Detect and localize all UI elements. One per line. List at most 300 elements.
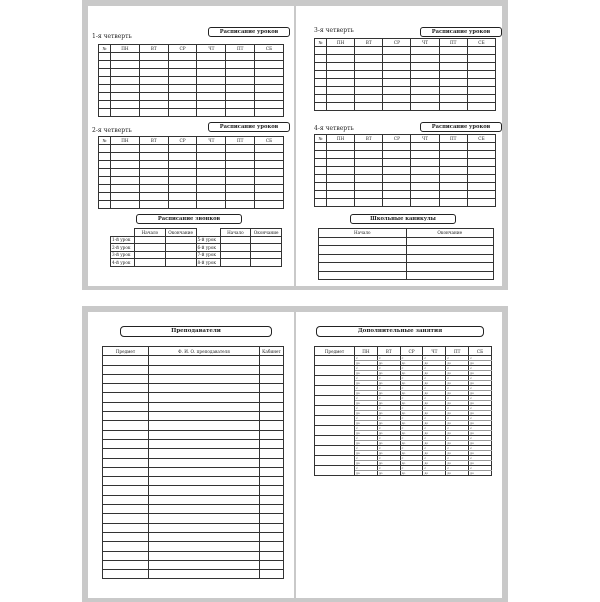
table-cell[interactable] (111, 153, 140, 161)
table-cell[interactable] (226, 53, 255, 61)
time-cell[interactable]: с (355, 356, 378, 361)
table-cell[interactable] (355, 167, 383, 175)
table-cell[interactable] (111, 201, 140, 209)
time-cell[interactable]: с (469, 416, 492, 421)
table-cell[interactable] (327, 191, 355, 199)
time-cell[interactable]: с (469, 426, 492, 431)
table-cell[interactable] (149, 449, 260, 458)
table-cell[interactable] (149, 514, 260, 523)
table-cell[interactable] (315, 191, 327, 199)
time-cell[interactable]: до (423, 401, 446, 406)
table-cell[interactable] (327, 47, 355, 55)
time-cell[interactable]: с (377, 416, 400, 421)
table-cell[interactable] (467, 143, 495, 151)
table-cell[interactable] (255, 101, 284, 109)
table-cell[interactable] (355, 47, 383, 55)
table-cell[interactable] (319, 246, 407, 255)
table-cell[interactable] (99, 169, 111, 177)
table-cell[interactable] (260, 505, 284, 514)
table-cell[interactable] (255, 161, 284, 169)
table-cell[interactable] (383, 103, 411, 111)
table-cell[interactable] (439, 159, 467, 167)
time-cell[interactable]: с (400, 396, 423, 401)
time-cell[interactable]: с (377, 456, 400, 461)
time-cell[interactable]: с (423, 416, 446, 421)
table-cell[interactable] (315, 199, 327, 207)
time-cell[interactable]: до (446, 471, 469, 476)
table-cell[interactable] (260, 532, 284, 541)
table-cell[interactable] (111, 93, 140, 101)
table-cell[interactable] (139, 185, 168, 193)
time-cell[interactable]: до (400, 411, 423, 416)
table-cell[interactable] (149, 384, 260, 393)
time-cell[interactable]: с (377, 446, 400, 451)
table-cell[interactable] (411, 55, 439, 63)
table-cell[interactable] (260, 514, 284, 523)
table-cell[interactable] (111, 161, 140, 169)
table-cell[interactable] (99, 177, 111, 185)
time-cell[interactable]: с (423, 436, 446, 441)
time-cell[interactable]: с (400, 446, 423, 451)
time-cell[interactable]: до (355, 431, 378, 436)
time-cell[interactable]: с (469, 466, 492, 471)
table-cell[interactable] (99, 193, 111, 201)
time-cell[interactable]: с (423, 366, 446, 371)
table-cell[interactable] (383, 183, 411, 191)
table-cell[interactable] (411, 183, 439, 191)
table-cell[interactable] (327, 175, 355, 183)
time-cell[interactable]: с (446, 416, 469, 421)
table-cell[interactable] (168, 161, 197, 169)
table-cell[interactable] (139, 161, 168, 169)
table-cell[interactable] (111, 185, 140, 193)
table-cell[interactable] (260, 384, 284, 393)
table-cell[interactable] (103, 412, 149, 421)
time-cell[interactable]: с (446, 446, 469, 451)
table-cell[interactable] (103, 570, 149, 579)
time-cell[interactable]: до (446, 451, 469, 456)
table-cell[interactable] (103, 486, 149, 495)
table-cell[interactable] (226, 101, 255, 109)
table-cell[interactable] (411, 151, 439, 159)
table-cell[interactable] (99, 201, 111, 209)
table-cell[interactable] (255, 61, 284, 69)
time-cell[interactable]: до (469, 431, 492, 436)
time-cell[interactable]: до (377, 471, 400, 476)
table-cell[interactable] (467, 199, 495, 207)
table-cell[interactable] (355, 71, 383, 79)
table-cell[interactable] (383, 55, 411, 63)
table-cell[interactable] (139, 61, 168, 69)
time-cell[interactable]: до (446, 441, 469, 446)
table-cell[interactable] (168, 185, 197, 193)
table-cell[interactable] (226, 201, 255, 209)
time-cell[interactable]: до (423, 431, 446, 436)
table-cell[interactable] (315, 87, 327, 95)
time-cell[interactable]: до (446, 361, 469, 366)
table-cell[interactable] (111, 169, 140, 177)
table-cell[interactable] (327, 167, 355, 175)
time-cell[interactable]: с (400, 386, 423, 391)
table-cell[interactable] (139, 169, 168, 177)
time-cell[interactable]: с (400, 436, 423, 441)
time-cell[interactable]: с (446, 366, 469, 371)
table-cell[interactable] (197, 85, 226, 93)
table-cell[interactable] (103, 560, 149, 569)
table-cell[interactable] (197, 201, 226, 209)
table-cell[interactable] (99, 101, 111, 109)
table-cell[interactable] (411, 71, 439, 79)
table-cell[interactable] (197, 93, 226, 101)
time-cell[interactable]: с (469, 436, 492, 441)
table-cell[interactable] (103, 449, 149, 458)
table-cell[interactable] (103, 439, 149, 448)
table-cell[interactable] (327, 143, 355, 151)
table-cell[interactable] (103, 542, 149, 551)
time-cell[interactable]: с (355, 466, 378, 471)
table-cell[interactable] (467, 87, 495, 95)
table-cell[interactable] (406, 237, 494, 246)
table-cell[interactable] (197, 61, 226, 69)
table-cell[interactable] (226, 145, 255, 153)
table-cell[interactable] (327, 95, 355, 103)
table-cell[interactable] (197, 69, 226, 77)
table-cell[interactable] (355, 87, 383, 95)
time-cell[interactable]: до (423, 361, 446, 366)
table-cell[interactable] (327, 199, 355, 207)
table-cell[interactable] (355, 151, 383, 159)
table-cell[interactable] (255, 193, 284, 201)
table-cell[interactable] (99, 53, 111, 61)
table-cell[interactable] (139, 85, 168, 93)
table-cell[interactable] (355, 103, 383, 111)
table-cell[interactable] (197, 153, 226, 161)
time-cell[interactable]: с (355, 456, 378, 461)
time-cell[interactable]: с (355, 436, 378, 441)
table-cell[interactable] (197, 177, 226, 185)
table-cell[interactable] (260, 412, 284, 421)
table-cell[interactable] (197, 169, 226, 177)
time-cell[interactable]: с (355, 416, 378, 421)
table-cell[interactable] (111, 193, 140, 201)
table-cell[interactable] (439, 167, 467, 175)
table-cell[interactable] (149, 495, 260, 504)
table-cell[interactable] (439, 95, 467, 103)
table-cell[interactable] (103, 458, 149, 467)
table-cell[interactable] (149, 439, 260, 448)
time-cell[interactable]: до (446, 401, 469, 406)
table-cell[interactable] (467, 103, 495, 111)
time-cell[interactable]: с (377, 436, 400, 441)
table-cell[interactable] (439, 79, 467, 87)
table-cell[interactable] (439, 87, 467, 95)
table-cell[interactable] (149, 477, 260, 486)
time-cell[interactable]: до (423, 371, 446, 376)
time-cell[interactable]: с (355, 366, 378, 371)
table-cell[interactable] (355, 183, 383, 191)
table-cell[interactable] (439, 151, 467, 159)
table-cell[interactable] (439, 175, 467, 183)
table-cell[interactable] (99, 153, 111, 161)
time-cell[interactable]: до (423, 461, 446, 466)
table-cell[interactable] (260, 495, 284, 504)
time-cell[interactable]: с (400, 466, 423, 471)
table-cell[interactable] (149, 551, 260, 560)
table-cell[interactable] (255, 69, 284, 77)
table-cell[interactable] (411, 87, 439, 95)
time-cell[interactable]: до (423, 411, 446, 416)
table-cell[interactable] (149, 532, 260, 541)
table-cell[interactable] (111, 101, 140, 109)
table-cell[interactable] (260, 523, 284, 532)
table-cell[interactable] (467, 167, 495, 175)
table-cell[interactable] (411, 63, 439, 71)
time-cell[interactable]: с (377, 396, 400, 401)
table-cell[interactable] (149, 486, 260, 495)
time-cell[interactable]: с (423, 406, 446, 411)
table-cell[interactable] (149, 542, 260, 551)
table-cell[interactable] (255, 169, 284, 177)
time-cell[interactable]: до (355, 451, 378, 456)
table-cell[interactable] (260, 570, 284, 579)
time-cell[interactable]: до (377, 361, 400, 366)
table-cell[interactable] (383, 191, 411, 199)
table-cell[interactable] (111, 109, 140, 117)
time-cell[interactable]: до (446, 421, 469, 426)
table-cell[interactable] (327, 79, 355, 87)
table-cell[interactable] (226, 85, 255, 93)
table-cell[interactable] (168, 193, 197, 201)
table-cell[interactable] (319, 237, 407, 246)
table-cell[interactable] (255, 153, 284, 161)
table-cell[interactable] (168, 61, 197, 69)
table-cell[interactable] (149, 570, 260, 579)
table-cell[interactable] (103, 365, 149, 374)
table-cell[interactable] (139, 101, 168, 109)
time-cell[interactable]: до (355, 471, 378, 476)
table-cell[interactable] (139, 153, 168, 161)
time-cell[interactable]: с (446, 436, 469, 441)
table-cell[interactable] (355, 143, 383, 151)
table-cell[interactable] (327, 55, 355, 63)
table-cell[interactable] (255, 145, 284, 153)
table-cell[interactable] (383, 79, 411, 87)
time-cell[interactable]: с (377, 366, 400, 371)
table-cell[interactable] (99, 109, 111, 117)
table-cell[interactable] (467, 175, 495, 183)
table-cell[interactable] (467, 159, 495, 167)
time-cell[interactable]: с (469, 386, 492, 391)
subject-cell[interactable] (315, 471, 355, 476)
time-cell[interactable]: с (355, 386, 378, 391)
table-cell[interactable] (406, 271, 494, 280)
time-cell[interactable]: до (469, 451, 492, 456)
table-cell[interactable] (168, 153, 197, 161)
table-cell[interactable] (226, 177, 255, 185)
time-cell[interactable]: до (400, 441, 423, 446)
table-cell[interactable] (467, 191, 495, 199)
time-cell[interactable]: до (355, 361, 378, 366)
time-cell[interactable]: до (400, 371, 423, 376)
time-cell[interactable]: до (469, 441, 492, 446)
time-cell[interactable]: с (446, 376, 469, 381)
table-cell[interactable] (411, 79, 439, 87)
table-cell[interactable] (467, 63, 495, 71)
time-cell[interactable]: до (400, 391, 423, 396)
table-cell[interactable] (139, 77, 168, 85)
table-cell[interactable] (260, 393, 284, 402)
table-cell[interactable] (168, 53, 197, 61)
table-cell[interactable] (355, 159, 383, 167)
table-cell[interactable] (168, 201, 197, 209)
time-cell[interactable]: с (423, 456, 446, 461)
table-cell[interactable] (226, 185, 255, 193)
time-cell[interactable]: с (446, 456, 469, 461)
table-cell[interactable] (315, 143, 327, 151)
table-cell[interactable] (315, 55, 327, 63)
time-cell[interactable]: с (400, 456, 423, 461)
table-cell[interactable] (383, 47, 411, 55)
table-cell[interactable] (260, 439, 284, 448)
table-cell[interactable] (355, 63, 383, 71)
table-cell[interactable] (411, 143, 439, 151)
table-cell[interactable] (260, 430, 284, 439)
table-cell[interactable] (260, 458, 284, 467)
time-cell[interactable]: до (469, 421, 492, 426)
table-cell[interactable] (383, 199, 411, 207)
time-cell[interactable]: до (400, 401, 423, 406)
table-cell[interactable] (255, 185, 284, 193)
time-cell[interactable]: до (423, 441, 446, 446)
table-cell[interactable] (197, 53, 226, 61)
time-cell[interactable]: до (355, 441, 378, 446)
table-cell[interactable] (103, 505, 149, 514)
table-cell[interactable] (168, 109, 197, 117)
table-cell[interactable] (383, 151, 411, 159)
table-cell[interactable] (103, 421, 149, 430)
table-cell[interactable] (226, 61, 255, 69)
table-cell[interactable] (103, 514, 149, 523)
time-cell[interactable]: с (355, 396, 378, 401)
table-cell[interactable] (467, 71, 495, 79)
table-cell[interactable] (139, 201, 168, 209)
time-cell[interactable]: до (446, 431, 469, 436)
table-cell[interactable] (260, 486, 284, 495)
table-cell[interactable] (139, 177, 168, 185)
table-cell[interactable] (226, 161, 255, 169)
table-cell[interactable] (226, 69, 255, 77)
time-cell[interactable]: с (423, 446, 446, 451)
table-cell[interactable] (467, 79, 495, 87)
table-cell[interactable] (111, 61, 140, 69)
table-cell[interactable] (149, 393, 260, 402)
time-cell[interactable]: до (377, 381, 400, 386)
time-cell[interactable]: с (377, 406, 400, 411)
table-cell[interactable] (315, 167, 327, 175)
table-cell[interactable] (439, 191, 467, 199)
table-cell[interactable] (467, 47, 495, 55)
time-cell[interactable]: с (423, 386, 446, 391)
time-cell[interactable]: до (423, 421, 446, 426)
table-cell[interactable] (383, 71, 411, 79)
table-cell[interactable] (168, 77, 197, 85)
table-cell[interactable] (260, 365, 284, 374)
table-cell[interactable] (168, 169, 197, 177)
table-cell[interactable] (149, 458, 260, 467)
time-cell[interactable]: до (355, 371, 378, 376)
table-cell[interactable] (383, 143, 411, 151)
table-cell[interactable] (149, 430, 260, 439)
time-cell[interactable]: до (423, 381, 446, 386)
table-cell[interactable] (111, 53, 140, 61)
time-cell[interactable]: до (400, 361, 423, 366)
table-cell[interactable] (406, 246, 494, 255)
table-cell[interactable] (315, 47, 327, 55)
time-cell[interactable]: до (377, 391, 400, 396)
table-cell[interactable] (327, 159, 355, 167)
table-cell[interactable] (439, 183, 467, 191)
table-cell[interactable] (103, 532, 149, 541)
table-cell[interactable] (406, 263, 494, 272)
table-cell[interactable] (99, 161, 111, 169)
time-cell[interactable]: до (377, 371, 400, 376)
table-cell[interactable] (411, 191, 439, 199)
table-cell[interactable] (255, 177, 284, 185)
time-cell[interactable]: с (423, 426, 446, 431)
time-cell[interactable]: до (355, 461, 378, 466)
table-cell[interactable] (260, 551, 284, 560)
table-cell[interactable] (315, 151, 327, 159)
time-cell[interactable]: с (355, 426, 378, 431)
table-cell[interactable] (149, 421, 260, 430)
table-cell[interactable] (226, 193, 255, 201)
table-cell[interactable] (327, 63, 355, 71)
table-cell[interactable] (255, 77, 284, 85)
time-cell[interactable]: до (469, 391, 492, 396)
table-cell[interactable] (226, 109, 255, 117)
time-cell[interactable]: до (377, 431, 400, 436)
time-cell[interactable]: с (446, 356, 469, 361)
time-cell[interactable]: с (377, 356, 400, 361)
time-cell[interactable]: до (446, 381, 469, 386)
table-cell[interactable] (111, 177, 140, 185)
time-cell[interactable]: до (446, 461, 469, 466)
table-cell[interactable] (260, 402, 284, 411)
table-cell[interactable] (411, 167, 439, 175)
time-cell[interactable]: до (400, 431, 423, 436)
table-cell[interactable] (327, 87, 355, 95)
table-cell[interactable] (467, 151, 495, 159)
table-cell[interactable] (103, 477, 149, 486)
table-cell[interactable] (197, 77, 226, 85)
table-cell[interactable] (226, 77, 255, 85)
table-cell[interactable] (197, 109, 226, 117)
table-cell[interactable] (255, 201, 284, 209)
table-cell[interactable] (355, 79, 383, 87)
table-cell[interactable] (111, 85, 140, 93)
table-cell[interactable] (439, 143, 467, 151)
table-cell[interactable] (99, 93, 111, 101)
table-cell[interactable] (315, 183, 327, 191)
table-cell[interactable] (149, 412, 260, 421)
time-cell[interactable]: до (469, 471, 492, 476)
time-cell[interactable]: до (377, 451, 400, 456)
table-cell[interactable] (168, 93, 197, 101)
table-cell[interactable] (139, 93, 168, 101)
table-cell[interactable] (315, 159, 327, 167)
table-cell[interactable] (439, 47, 467, 55)
table-cell[interactable] (255, 85, 284, 93)
